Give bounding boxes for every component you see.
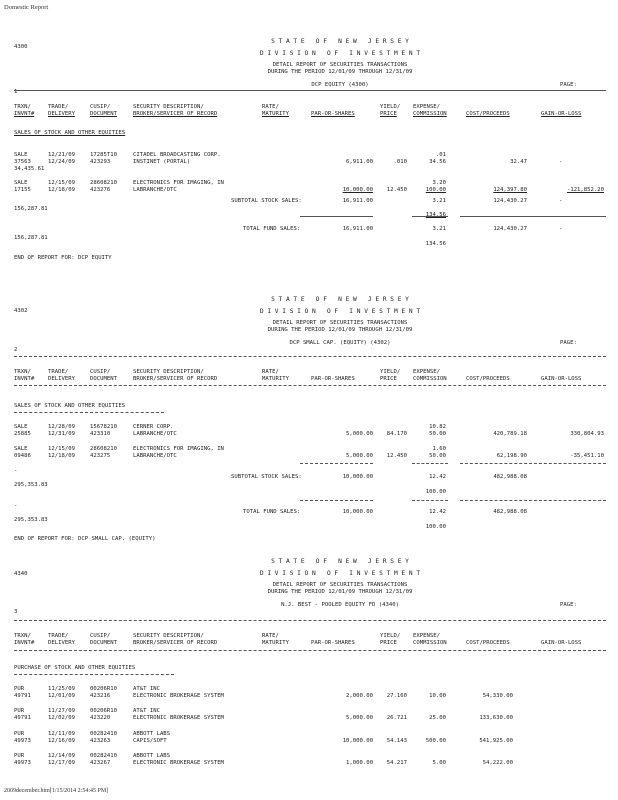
col-expense: EXPENSE/	[413, 633, 440, 639]
row-delivery: 12/17/09	[48, 760, 75, 766]
col-yield: YIELD/	[380, 633, 401, 639]
row-commission: 50.00	[429, 453, 446, 459]
row-trade: 12/11/09	[48, 731, 75, 737]
col-rate: RATE/	[262, 104, 279, 110]
total-expense: 12.42	[429, 509, 446, 515]
col-price: PRICE	[380, 640, 397, 646]
row-trxn: SALE	[14, 424, 28, 430]
col-trxn: TRXN/	[14, 104, 31, 110]
col-expense: EXPENSE/	[413, 369, 440, 375]
row-invnt: 49791	[14, 715, 31, 721]
fund-code: 4340	[14, 571, 28, 577]
divider	[14, 674, 174, 675]
page-number: 1	[14, 89, 18, 95]
row-cusip: 00282410	[90, 753, 117, 759]
row-broker: INSTINET (PORTAL)	[133, 159, 191, 165]
division-heading: D I V I S I O N O F I N V E S T M E N T	[259, 50, 421, 57]
divider	[14, 650, 606, 651]
col-invnt: INVNT#	[14, 376, 35, 382]
state-heading: S T A T E O F N E W J E R S E Y	[271, 38, 409, 45]
row-security: ABBOTT LABS	[133, 731, 171, 737]
subtotal-expense: 12.42	[429, 474, 446, 480]
row-price: .010	[393, 159, 407, 165]
divider	[14, 620, 606, 621]
col-maturity: MATURITY	[262, 640, 289, 646]
row-invnt: 49791	[14, 693, 31, 699]
row-expense: 1.60	[432, 446, 446, 452]
report-title: DETAIL REPORT OF SECURITIES TRANSACTIONS	[272, 62, 408, 68]
fund-code: 4302	[14, 308, 28, 314]
total-commission: 134.56	[425, 241, 446, 247]
subtotal-label: SUBTOTAL STOCK SALES:	[231, 198, 302, 204]
row-cost: 541,925.00	[479, 738, 513, 744]
col-par: PAR-OR-SHARES	[311, 376, 355, 382]
row-trade: 12/14/09	[48, 753, 75, 759]
row-invnt: 49973	[14, 760, 31, 766]
row-document: 423310	[90, 431, 111, 437]
row-trxn: PUR	[14, 753, 25, 759]
col-document: DOCUMENT	[90, 376, 117, 382]
col-maturity: MATURITY	[262, 111, 289, 117]
division-heading: D I V I S I O N O F I N V E S T M E N T	[259, 308, 421, 315]
row-price: 84.170	[386, 431, 407, 437]
end-of-report: END OF REPORT FOR: DCP EQUITY	[14, 255, 112, 261]
col-security: SECURITY DESCRIPTION/	[133, 104, 204, 110]
col-delivery: DELIVERY	[48, 640, 75, 646]
row-gain: 330,804.93	[570, 431, 604, 437]
row-cusip: 00206R10	[90, 686, 117, 692]
page-number: 3	[14, 609, 18, 615]
total-label: TOTAL FUND SALES:	[243, 509, 301, 515]
row-cusip: 00206R10	[90, 708, 117, 714]
report-period: DURING THE PERIOD 12/01/09 THROUGH 12/31/09	[267, 327, 413, 333]
col-cusip: CUSIP/	[90, 369, 111, 375]
col-price: PRICE	[380, 376, 397, 382]
col-delivery: DELIVERY	[48, 376, 75, 382]
col-cost: COST/PROCEEDS	[466, 111, 510, 117]
row-security: ELECTRONICS FOR IMAGING, IN	[133, 446, 224, 452]
row-security: AT&T INC	[133, 686, 160, 692]
fund-name: DCP EQUITY (4300)	[311, 82, 369, 88]
row-invnt: 17155	[14, 187, 31, 193]
subtotal-gain: -	[559, 198, 563, 204]
fund-name: DCP SMALL CAP. (EQUITY) (4302)	[289, 340, 391, 346]
divider	[14, 385, 606, 386]
total-cost: 124,430.27	[493, 226, 527, 232]
row-gain: -	[559, 159, 563, 165]
col-trxn: TRXN/	[14, 369, 31, 375]
total-gain-cont: 156,287.81	[14, 235, 48, 241]
page-number: 2	[14, 347, 18, 353]
row-price: 27.160	[386, 693, 407, 699]
subtotal-gain: -	[14, 468, 18, 474]
row-trxn: SALE	[14, 152, 28, 158]
row-trade: 12/21/09	[48, 152, 75, 158]
fund-name: N.J. BEST - POOLED EQUITY FD (4340)	[281, 602, 399, 608]
row-gain: -35,451.10	[570, 453, 604, 459]
row-cost: 420,789.18	[493, 431, 527, 437]
row-broker: ELECTRONIC BROKERAGE SYSTEM	[133, 715, 224, 721]
rule	[300, 463, 373, 464]
row-par: 5,000.00	[346, 431, 373, 437]
report-period: DURING THE PERIOD 12/01/09 THROUGH 12/31/09	[267, 589, 413, 595]
row-document: 423263	[90, 738, 111, 744]
row-cost: 54,222.00	[482, 760, 513, 766]
row-cost: 62,198.90	[496, 453, 527, 459]
row-par: 6,911.00	[346, 159, 373, 165]
row-cost: 133,630.00	[479, 715, 513, 721]
row-cusip: 00282410	[90, 731, 117, 737]
row-price: 26.721	[386, 715, 407, 721]
divider	[14, 356, 606, 357]
total-cost: 482,988.08	[493, 509, 527, 515]
rule	[412, 500, 448, 501]
row-price: 12.450	[386, 453, 407, 459]
rule	[460, 216, 606, 217]
total-gain: -	[559, 226, 563, 232]
subtotal-cost: 124,430.27	[493, 198, 527, 204]
total-label: TOTAL FUND SALES:	[243, 226, 301, 232]
row-invnt: 09486	[14, 453, 31, 459]
row-cusip: 28608210	[90, 446, 117, 452]
row-security: CERNER CORP.	[133, 424, 174, 430]
row-trade: 12/28/09	[48, 424, 75, 430]
col-rate: RATE/	[262, 369, 279, 375]
row-security: AT&T INC	[133, 708, 160, 714]
row-document: 423220	[90, 715, 111, 721]
divider	[14, 90, 606, 91]
col-rate: RATE/	[262, 633, 279, 639]
col-trxn: TRXN/	[14, 633, 31, 639]
col-gain: GAIN-OR-LOSS	[541, 111, 582, 117]
row-delivery: 12/24/09	[48, 159, 75, 165]
page-label: PAGE:	[560, 602, 577, 608]
row-document: 423267	[90, 760, 111, 766]
row-trade: 11/25/09	[48, 686, 75, 692]
state-heading: S T A T E O F N E W J E R S E Y	[271, 296, 409, 303]
row-trade: 12/15/09	[48, 180, 75, 186]
row-cost: 32.47	[510, 159, 527, 165]
col-expense: EXPENSE/	[413, 104, 440, 110]
col-yield: YIELD/	[380, 369, 401, 375]
divider	[14, 412, 164, 413]
row-security: ABBOTT LABS	[133, 753, 171, 759]
browser-footer: 2009december.htm[1/15/2014 2:54:45 PM]	[4, 788, 109, 794]
row-commission: 100.00	[425, 187, 446, 193]
rule	[460, 500, 606, 501]
col-cost: COST/PROCEEDS	[466, 640, 510, 646]
row-trxn: SALE	[14, 180, 28, 186]
rule	[300, 216, 373, 217]
row-trade: 12/15/09	[48, 446, 75, 452]
row-commission: 25.00	[429, 715, 446, 721]
col-maturity: MATURITY	[262, 376, 289, 382]
col-broker: BROKER/SERVICER OF RECORD	[133, 376, 218, 382]
row-cost: 124,397.80	[493, 187, 527, 193]
row-commission: 5.00	[432, 760, 446, 766]
row-delivery: 12/18/09	[48, 187, 75, 193]
col-broker: BROKER/SERVICER OF RECORD	[133, 640, 218, 646]
subtotal-cost: 482,988.08	[493, 474, 527, 480]
row-price: 54.217	[386, 760, 407, 766]
rule	[300, 500, 373, 501]
row-trxn: PUR	[14, 731, 25, 737]
row-commission: 34.56	[429, 159, 446, 165]
row-delivery: 12/01/09	[48, 693, 75, 699]
col-trade: TRADE/	[48, 369, 69, 375]
subtotal-commission: 100.00	[425, 489, 446, 495]
total-gain-cont: 295,353.83	[14, 517, 48, 523]
row-cusip: 15678210	[90, 424, 117, 430]
row-trxn: SALE	[14, 446, 28, 452]
subtotal-par: 16,911.00	[342, 198, 373, 204]
row-invnt: 25885	[14, 431, 31, 437]
row-par: 5,000.00	[346, 715, 373, 721]
col-cusip: CUSIP/	[90, 633, 111, 639]
row-broker: ELECTRONIC BROKERAGE SYSTEM	[133, 760, 224, 766]
col-delivery: DELIVERY	[48, 111, 75, 117]
row-delivery: 12/31/09	[48, 431, 75, 437]
col-trade: TRADE/	[48, 633, 69, 639]
col-invnt: INVNT#	[14, 111, 35, 117]
browser-header: Domestic Report	[4, 4, 49, 11]
report-title: DETAIL REPORT OF SECURITIES TRANSACTIONS	[272, 320, 408, 326]
col-commission: COMMISSION	[413, 640, 447, 646]
division-heading: D I V I S I O N O F I N V E S T M E N T	[259, 570, 421, 577]
row-document: 423276	[90, 187, 111, 193]
row-broker: LABRANCHE/OTC	[133, 453, 177, 459]
row-broker: ELECTRONIC BROKERAGE SYSTEM	[133, 693, 224, 699]
report-period: DURING THE PERIOD 12/01/09 THROUGH 12/31/09	[267, 69, 413, 75]
row-document: 423293	[90, 159, 111, 165]
row-delivery: 12/02/09	[48, 715, 75, 721]
col-cost: COST/PROCEEDS	[466, 376, 510, 382]
category-title: SALES OF STOCK AND OTHER EQUITIES	[14, 403, 126, 409]
row-broker: LABRANCHE/OTC	[133, 431, 177, 437]
subtotal-label: SUBTOTAL STOCK SALES:	[231, 474, 302, 480]
subtotal-par: 10,000.00	[342, 474, 373, 480]
total-par: 16,911.00	[342, 226, 373, 232]
row-cost: 54,330.00	[482, 693, 513, 699]
subtotal-commission: 134.56	[425, 212, 446, 218]
col-par: PAR-OR-SHARES	[311, 111, 355, 117]
row-price: 54.143	[386, 738, 407, 744]
row-commission: 10.00	[429, 693, 446, 699]
col-gain: GAIN-OR-LOSS	[541, 376, 582, 382]
row-delivery: 12/18/09	[48, 453, 75, 459]
row-cusip: 17285T10	[90, 152, 117, 158]
row-par: 1,000.00	[346, 760, 373, 766]
col-trade: TRADE/	[48, 104, 69, 110]
col-cusip: CUSIP/	[90, 104, 111, 110]
col-document: DOCUMENT	[90, 111, 117, 117]
total-par: 10,000.00	[342, 509, 373, 515]
row-trxn: PUR	[14, 686, 25, 692]
row-commission: 50.00	[429, 431, 446, 437]
col-security: SECURITY DESCRIPTION/	[133, 369, 204, 375]
row-document: 423275	[90, 453, 111, 459]
page-label: PAGE:	[560, 340, 577, 346]
rule	[412, 463, 448, 464]
total-gain: -	[14, 503, 18, 509]
col-invnt: INVNT#	[14, 640, 35, 646]
col-price: PRICE	[380, 111, 397, 117]
row-delivery: 12/16/09	[48, 738, 75, 744]
fund-code: 4300	[14, 44, 28, 50]
col-yield: YIELD/	[380, 104, 401, 110]
col-broker: BROKER/SERVICER OF RECORD	[133, 111, 218, 117]
state-heading: S T A T E O F N E W J E R S E Y	[271, 558, 409, 565]
row-expense: .01	[435, 152, 446, 158]
row-security: CITADEL BROADCASTING CORP.	[133, 152, 221, 158]
row-document: 423216	[90, 693, 111, 699]
col-document: DOCUMENT	[90, 640, 117, 646]
rule	[460, 463, 606, 464]
col-par: PAR-OR-SHARES	[311, 640, 355, 646]
row-invnt: 49973	[14, 738, 31, 744]
row-commission: 500.00	[425, 738, 446, 744]
category-title: SALES OF STOCK AND OTHER EQUITIES	[14, 130, 126, 136]
row-security: ELECTRONICS FOR IMAGING, IN	[133, 180, 224, 186]
col-gain: GAIN-OR-LOSS	[541, 640, 582, 646]
total-commission: 100.00	[425, 524, 446, 530]
row-par: 2,000.00	[346, 693, 373, 699]
subtotal-expense: 3.21	[432, 198, 446, 204]
row-price: 12.450	[386, 187, 407, 193]
row-trade: 11/27/09	[48, 708, 75, 714]
row-par: 10,000.00	[342, 187, 373, 193]
row-par: 10,000.00	[342, 738, 373, 744]
row-expense: 3.20	[432, 180, 446, 186]
row-broker: CAPIS/SOFT	[133, 738, 167, 744]
col-security: SECURITY DESCRIPTION/	[133, 633, 204, 639]
report-title: DETAIL REPORT OF SECURITIES TRANSACTIONS	[272, 582, 408, 588]
total-expense: 3.21	[432, 226, 446, 232]
col-commission: COMMISSION	[413, 111, 447, 117]
row-broker: LABRANCHE/OTC	[133, 187, 177, 193]
subtotal-gain-cont: 156,287.81	[14, 206, 48, 212]
category-title: PURCHASE OF STOCK AND OTHER EQUITIES	[14, 665, 136, 671]
end-of-report: END OF REPORT FOR: DCP SMALL CAP. (EQUITY)	[14, 536, 156, 542]
page-label: PAGE:	[560, 82, 577, 88]
row-invnt: 37563	[14, 159, 31, 165]
subtotal-gain-cont: 295,353.83	[14, 482, 48, 488]
row-cusip: 28608210	[90, 180, 117, 186]
row-gain-cont: 34,435.61	[14, 166, 45, 172]
row-trxn: PUR	[14, 708, 25, 714]
col-commission: COMMISSION	[413, 376, 447, 382]
row-expense: 10.82	[429, 424, 446, 430]
row-gain: -121,852.20	[566, 187, 604, 193]
row-par: 5,000.00	[346, 453, 373, 459]
